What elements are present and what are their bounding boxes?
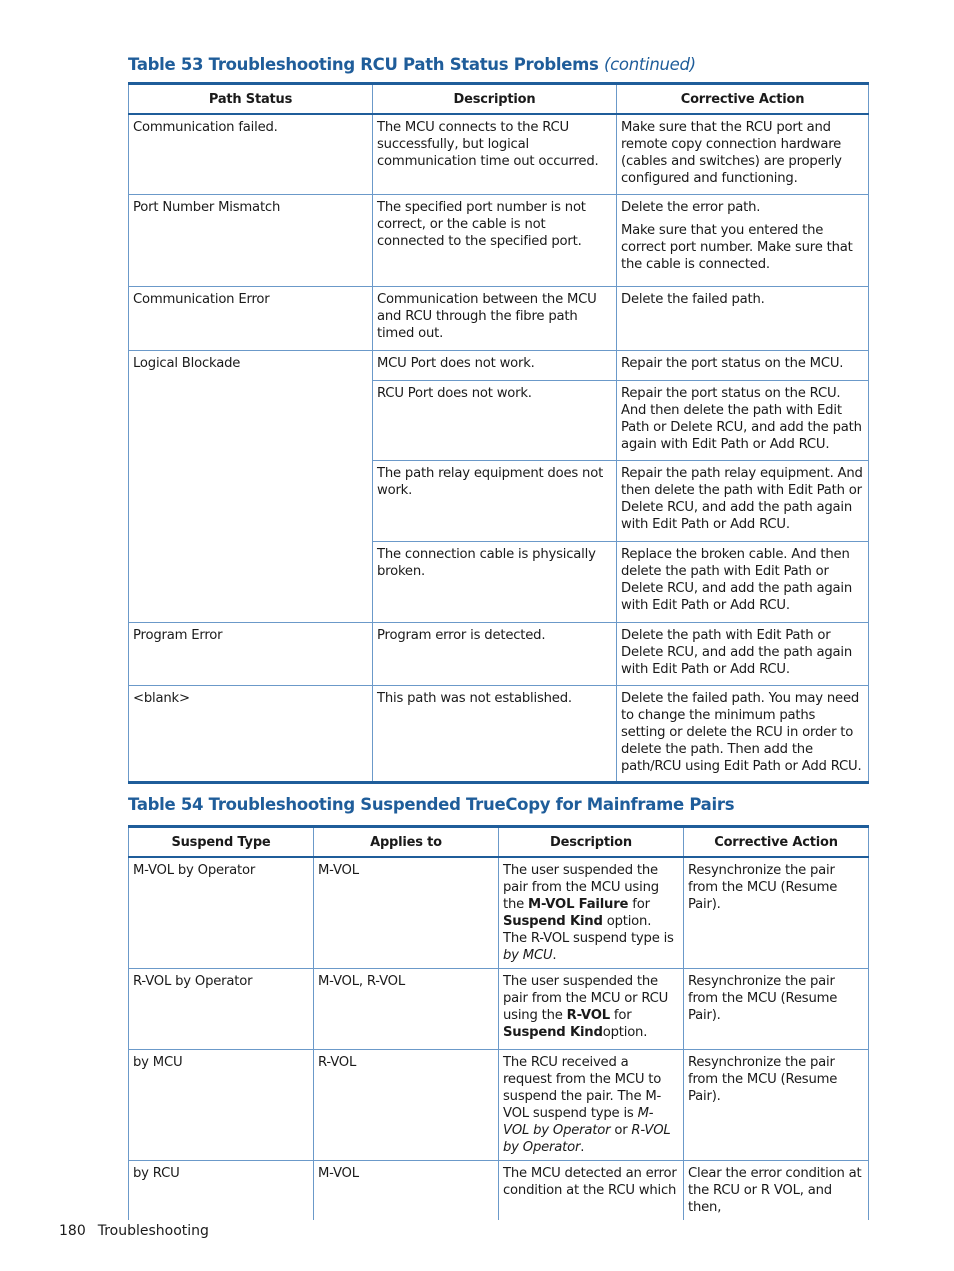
table-53-caption — [128, 55, 696, 74]
column-header: Description — [373, 84, 617, 115]
table-row — [129, 969, 869, 1050]
applies-to-cell: M-VOL — [314, 857, 499, 969]
table-header-row — [129, 827, 869, 858]
suspend-type-cell: by MCU — [129, 1050, 314, 1161]
corrective-action-cell: Delete the failed path. — [617, 286, 869, 350]
path-status-cell: Program Error — [129, 622, 373, 685]
path-status-cell: Communication failed. — [129, 114, 373, 194]
table-53 — [128, 82, 869, 784]
column-header: Suspend Type — [129, 827, 314, 858]
column-header: Applies to — [314, 827, 499, 858]
description-cell: The RCU received a request from the MCU to suspend the pair. The M-VOL suspend type is M-VOL by Operator or R-VOL by Operator. — [499, 1050, 684, 1161]
table-row — [129, 194, 869, 286]
description-cell: The user suspended the pair from the MCU or RCU using the R-VOL for Suspend Kindoption. — [499, 969, 684, 1050]
corrective-action-cell: Resynchronize the pair from the MCU (Resume Pair). — [684, 969, 869, 1050]
corrective-action-cell: Repair the port status on the MCU. — [617, 350, 869, 380]
corrective-action-cell: Make sure that the RCU port and remote copy connection hardware (cables and switches) are properly configured and functioning. — [617, 114, 869, 194]
table-54-title: Table 54 Troubleshooting Suspended TrueCopy for Mainframe Pairs — [128, 795, 735, 814]
column-header: Description — [499, 827, 684, 858]
table-row — [129, 286, 869, 350]
path-status-cell: Logical Blockade — [129, 350, 373, 622]
table-54 — [128, 825, 869, 1220]
suspend-type-cell: R-VOL by Operator — [129, 969, 314, 1050]
table-row — [129, 1161, 869, 1221]
description-cell: The specified port number is not correct, or the cable is not connected to the specified port. — [373, 194, 617, 286]
table-53-title: Table 53 Troubleshooting RCU Path Status Problems — [128, 55, 599, 74]
description-cell: The MCU connects to the RCU successfully, but logical communication time out occurred. — [373, 114, 617, 194]
section-name: Troubleshooting — [97, 1223, 209, 1239]
table-row — [129, 685, 869, 782]
path-status-cell: Port Number Mismatch — [129, 194, 373, 286]
continued-label: (continued) — [604, 55, 696, 74]
applies-to-cell: R-VOL — [314, 1050, 499, 1161]
corrective-action-cell: Delete the failed path. You may need to change the minimum paths setting or delete the RCU in order to delete the path. Then add the path/RCU using Edit Path or Add RCU. — [617, 685, 869, 782]
column-header: Corrective Action — [617, 84, 869, 115]
table-54-caption — [128, 795, 734, 814]
corrective-action-cell: Resynchronize the pair from the MCU (Resume Pair). — [684, 857, 869, 969]
description-cell: Communication between the MCU and RCU through the fibre path timed out. — [373, 286, 617, 350]
corrective-action-cell: Repair the path relay equipment. And then delete the path with Edit Path or Delete RCU, and add the path again with Edit Path or Add RCU. — [617, 460, 869, 541]
description-cell: RCU Port does not work. — [373, 380, 617, 460]
corrective-action-cell: Delete the error path. Make sure that you entered the correct port number. Make sure that the cable is connected. — [617, 194, 869, 286]
column-header: Corrective Action — [684, 827, 869, 858]
description-cell: This path was not established. — [373, 685, 617, 782]
table-row — [129, 1050, 869, 1161]
column-header: Path Status — [129, 84, 373, 115]
description-cell: The user suspended the pair from the MCU using the M-VOL Failure for Suspend Kind option. The R-VOL suspend type is by MCU. — [499, 857, 684, 969]
table-row — [129, 857, 869, 969]
suspend-type-cell: by RCU — [129, 1161, 314, 1221]
table-row — [129, 350, 869, 380]
corrective-action-cell: Resynchronize the pair from the MCU (Resume Pair). — [684, 1050, 869, 1161]
table-header-row — [129, 84, 869, 115]
applies-to-cell: M-VOL — [314, 1161, 499, 1221]
table-row — [129, 114, 869, 194]
path-status-cell: Communication Error — [129, 286, 373, 350]
description-cell: The connection cable is physically broken. — [373, 541, 617, 622]
path-status-cell: <blank> — [129, 685, 373, 782]
description-cell: The MCU detected an error condition at the RCU which — [499, 1161, 684, 1221]
page-footer — [59, 1223, 209, 1239]
description-cell: The path relay equipment does not work. — [373, 460, 617, 541]
corrective-action-cell: Clear the error condition at the RCU or R VOL, and then, — [684, 1161, 869, 1221]
suspend-type-cell: M-VOL by Operator — [129, 857, 314, 969]
description-cell: Program error is detected. — [373, 622, 617, 685]
applies-to-cell: M-VOL, R-VOL — [314, 969, 499, 1050]
corrective-action-cell: Delete the path with Edit Path or Delete RCU, and add the path again with Edit Path or Add RCU. — [617, 622, 869, 685]
corrective-action-cell: Replace the broken cable. And then delete the path with Edit Path or Delete RCU, and add the path again with Edit Path or Add RCU. — [617, 541, 869, 622]
page-number: 180 — [59, 1223, 86, 1239]
table-row — [129, 622, 869, 685]
corrective-action-cell: Repair the port status on the RCU. And then delete the path with Edit Path or Delete RCU, and add the path again with Edit Path or Add RCU. — [617, 380, 869, 460]
description-cell: MCU Port does not work. — [373, 350, 617, 380]
